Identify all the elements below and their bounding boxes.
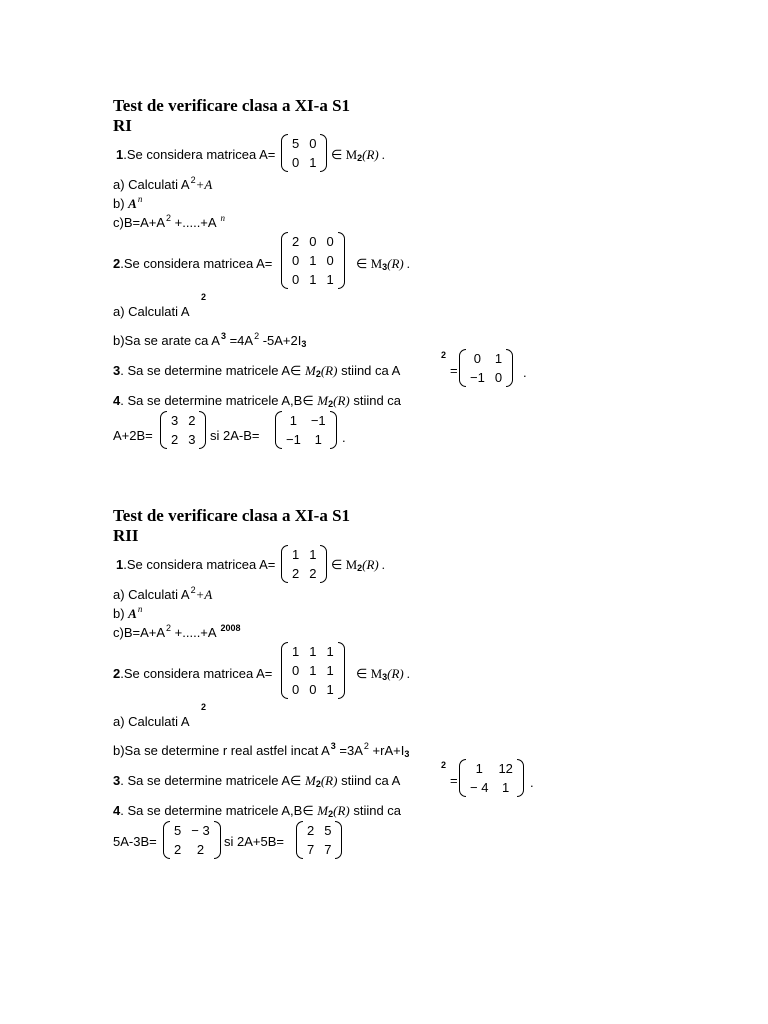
matrix-cell: 1	[326, 682, 334, 697]
matrix-cell: 2	[307, 823, 315, 838]
matrix-cell: 1	[326, 663, 334, 678]
test2-p1a: a) Calculati $A^2+A$	[113, 585, 213, 602]
matrix-cell: 0	[292, 663, 300, 678]
test1-p2-matrix	[281, 232, 345, 289]
test2-p1-matrix	[281, 545, 327, 583]
matrix-cell: 0	[309, 234, 317, 249]
matrix-cell: 1	[309, 272, 317, 287]
matrix-cell: 1	[494, 351, 503, 366]
matrix-cell: 0	[292, 253, 300, 268]
test2-p2a: a) Calculati A	[113, 714, 190, 729]
test1-p1-matrix	[281, 134, 327, 172]
test2-p4-lhs: 5A-3B=	[113, 834, 157, 849]
matrix-cell: 1	[502, 780, 510, 795]
matrix-cell: −1	[286, 432, 301, 447]
matrix-cell: 1	[314, 432, 322, 447]
matrix-cell: 2	[171, 432, 179, 447]
matrix-cell: 2	[292, 566, 300, 581]
test1-subtitle: RI	[113, 116, 132, 135]
matrix-cell: 2	[196, 842, 205, 857]
matrix-cell: 0	[292, 682, 300, 697]
matrix-cell: 0	[326, 253, 334, 268]
matrix-cell: 1	[292, 547, 300, 562]
matrix-cell: 2	[188, 413, 196, 428]
test1-p3-eq: =	[450, 363, 458, 378]
matrix-cell: 5	[292, 136, 300, 151]
test1-problem2: 2.Se considera matricea A=	[113, 256, 273, 271]
test1-problem3: 3. Sa se determine matricele A∈ M2(R) stiind ca A	[113, 363, 401, 379]
matrix-cell: 7	[307, 842, 315, 857]
matrix-cell: 1	[292, 644, 300, 659]
test1-p1a: a) Calculati $A^2+A$	[113, 175, 213, 192]
test2-p4-matrix2	[296, 821, 342, 859]
test1-p2a: a) Calculati A	[113, 304, 190, 319]
test2-p4-mid: si 2A+5B=	[224, 834, 284, 849]
test2-problem4: 4. Sa se determine matricele A,B∈ M2(R) stiind ca	[113, 803, 402, 819]
matrix-cell: −1	[470, 370, 485, 385]
matrix-cell: 7	[324, 842, 332, 857]
matrix-cell: 1	[309, 155, 317, 170]
test2-p3-matrix	[459, 759, 524, 797]
test1-p2a-sup: 2	[201, 292, 207, 302]
matrix-cell: 0	[292, 272, 300, 287]
matrix-cell: 1	[309, 547, 317, 562]
test2-p3-eq: =	[450, 773, 458, 788]
test2-problem3: 3. Sa se determine matricele A∈ M2(R) stiind ca A	[113, 773, 401, 789]
matrix-cell: 0	[309, 682, 317, 697]
matrix-cell: 0	[494, 370, 503, 385]
matrix-cell: 2	[309, 566, 317, 581]
matrix-cell: − 3	[191, 823, 210, 838]
test1-p2b: b)Sa se arate ca $A^3 =4A^2$ -5A+2I3	[113, 331, 307, 349]
matrix-cell: 3	[171, 413, 179, 428]
matrix-cell: 3	[188, 432, 196, 447]
test2-p2a-sup: 2	[201, 702, 207, 712]
test2-problem1: 1.Se considera matricea A=	[116, 557, 276, 572]
matrix-cell: 1	[326, 272, 334, 287]
test1-p2-set: ∈ M3(R) .	[356, 256, 411, 272]
test2-p1c: $c)B=A+A^2 +.....+A$ $^{2008}$	[113, 623, 241, 640]
test1-p1c: $c)B=A+A^2 +.....+A$ $^n$	[113, 213, 225, 230]
matrix-cell: 0	[292, 155, 300, 170]
test1-p4-matrix2	[275, 411, 337, 449]
dot: .	[523, 365, 527, 380]
matrix-cell: 1	[309, 663, 317, 678]
matrix-cell: 1	[309, 644, 317, 659]
test2-title: Test de verificare clasa a XI-a S1	[113, 506, 351, 525]
test2-p3-sup: 2	[441, 760, 447, 770]
test1-p4-mid: si 2A-B=	[210, 428, 260, 443]
test1-p3-matrix	[459, 349, 513, 387]
matrix-cell: 12	[498, 761, 513, 776]
matrix-cell: 1	[326, 644, 334, 659]
test2-p1-set: ∈ M2(R) .	[331, 557, 386, 573]
matrix-cell: 1	[309, 253, 317, 268]
test2-p2-set: ∈ M3(R) .	[356, 666, 411, 682]
test1-title: Test de verificare clasa a XI-a S1	[113, 96, 351, 115]
matrix-cell: 5	[324, 823, 332, 838]
matrix-cell: 1	[475, 761, 483, 776]
test1-p1b: b) $A^n$	[113, 194, 143, 211]
matrix-cell: −1	[310, 413, 326, 428]
test2-problem2: 2.Se considera matricea A=	[113, 666, 273, 681]
matrix-cell: − 4	[470, 780, 489, 795]
matrix-cell: 1	[289, 413, 298, 428]
test1-problem4: 4. Sa se determine matricele A,B∈ M2(R) stiind ca	[113, 393, 402, 409]
test1-p4-lhs: A+2B=	[113, 428, 153, 443]
test2-subtitle: RII	[113, 526, 139, 545]
test2-p2-matrix	[281, 642, 345, 699]
test1-p3-sup: 2	[441, 350, 447, 360]
dot: .	[530, 775, 534, 790]
test2-p2b: b)Sa se determine r real astfel incat $A^3 =3A^2 +rA+I3$	[113, 741, 410, 759]
matrix-cell: 0	[473, 351, 482, 366]
test2-p4-matrix1	[163, 821, 221, 859]
test1-p4-matrix1	[160, 411, 206, 449]
dot: .	[342, 430, 346, 445]
test2-p1b: b) $A^n$	[113, 604, 143, 621]
matrix-cell: 0	[309, 136, 317, 151]
matrix-cell: 5	[174, 823, 182, 838]
matrix-cell: 0	[326, 234, 334, 249]
test1-problem1: 1.Se considera matricea A=	[116, 147, 276, 162]
test1-p1-set: ∈ M2(R) .	[331, 147, 386, 163]
matrix-cell: 2	[174, 842, 182, 857]
matrix-cell: 2	[292, 234, 300, 249]
